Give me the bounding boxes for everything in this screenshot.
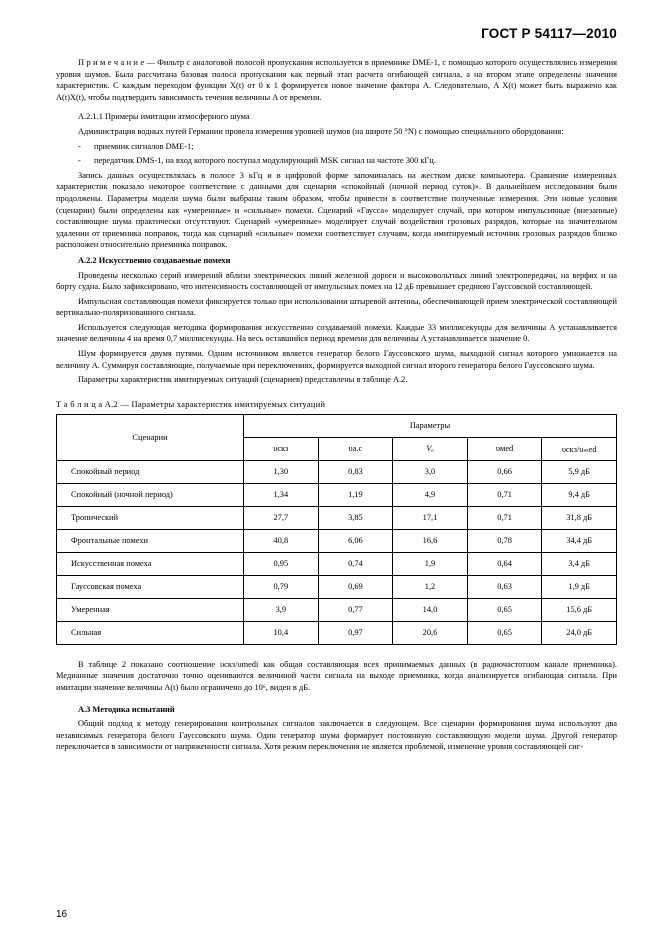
dash-marker: - bbox=[78, 141, 81, 151]
paragraph-after-table: В таблице 2 показано соотношение υcкз/υmedi как общая составляющая всех принимаемых данных (в радиочастотном канале приемника). Медианные значения достаточно точно оцениваются величиной части сигнала на выходе приемника, когда анализируется огибающая сигнала. При имитации значение величины A(t) было ограничено до 10⁶, виден в дБ. bbox=[56, 659, 617, 693]
table-cell-vd: 17,1 bbox=[393, 506, 468, 529]
table-cell-vmed: 0,65 bbox=[467, 621, 542, 644]
note-paragraph: П р и м е ч а н и е — Фильтр с аналоговой полосой пропускания используется в приемнике DME-1, с помощью которого осуществлялись измерения уровня шумов. Была рассчитана базовая полоса пропускания как первый этап расчета огибающей сигнала, а на втором этапе определены значения характеристик. С каждым переходом функции X(t) от 0 к 1 формируется новое значение фактора A. Следовательно, A X(t) может быть выражено как A(t)X(t), чтобы подтвердить зависимость течения величины A от времени. bbox=[56, 58, 617, 102]
table-header-row bbox=[57, 414, 617, 437]
table-cell-vmed: 0,63 bbox=[467, 575, 542, 598]
table-caption bbox=[56, 400, 617, 409]
table-cell-name: Фронтальные помехи bbox=[57, 529, 244, 552]
paragraph-a22-3: Используется следующая методика формирования искусственно создаваемой помехи. Каждые 33 миллисекунды для величины A устанавливается значение величины 4 на время 0,7 миллисекунды. На весь оставшийся период времени для величины A устанавливается значение 0. bbox=[56, 322, 617, 344]
table-cell-vac: 0,74 bbox=[318, 552, 393, 575]
table-col-vac: υа.с bbox=[318, 437, 393, 460]
list-item-label: передатчик DMS-1, на вход которого поступал модулирующий MSK сигнал на частоте 300 кГц. bbox=[94, 156, 436, 166]
table-cell-vmed: 0,78 bbox=[467, 529, 542, 552]
table-row bbox=[57, 506, 617, 529]
table-cell-vrms: 27,7 bbox=[244, 506, 319, 529]
table-cell-ratio: 15,6 дБ bbox=[542, 598, 617, 621]
table-body bbox=[57, 460, 617, 644]
table-cell-vac: 6,06 bbox=[318, 529, 393, 552]
table-cell-vrms: 10,4 bbox=[244, 621, 319, 644]
heading-a-2-1-1: А.2.1.1 Примеры имитации атмосферного шума bbox=[78, 112, 250, 122]
page-title: ГОСТ Р 54117—2010 bbox=[481, 26, 617, 41]
table-row bbox=[57, 575, 617, 598]
table-col-vd: Vₐ bbox=[393, 437, 468, 460]
table-row bbox=[57, 460, 617, 483]
table-col-vrms: υскз bbox=[244, 437, 319, 460]
table-cell-ratio: 24,0 дБ bbox=[542, 621, 617, 644]
paragraph-a3-1: Общий подход к методу генерирования контрольных сигналов заключается в следующем. Все сценарии формирования шума используют два независимых генератора белого Гауссовского шума. Один генератор шума формирует постоянную составляющую модели шума. Другой генератор переключается в зависимости от напряженности сигнала. Хотя режим переключения не является проблемой, изменение уровня составляющей сиг- bbox=[56, 719, 617, 752]
table-cell-vd: 20,6 bbox=[393, 621, 468, 644]
table-cell-vrms: 3,9 bbox=[244, 598, 319, 621]
table-cell-ratio: 34,4 дБ bbox=[542, 529, 617, 552]
table-cell-vac: 1,19 bbox=[318, 483, 393, 506]
table-cell-vrms: 0,95 bbox=[244, 552, 319, 575]
table-cell-vd: 16,6 bbox=[393, 529, 468, 552]
table-cell-vac: 0,69 bbox=[318, 575, 393, 598]
page-number: 16 bbox=[56, 909, 68, 920]
table-cell-vac: 3,85 bbox=[318, 506, 393, 529]
paragraph-a22-4: Шум формируется двумя путями. Одним источником является генератор белого Гауссовского шума, выходной сигнал которого умножается на величину A. Суммируя составляющие, получаемые при переключениях, формируется выходной сигнал второго генератора белого Гауссовского шума. bbox=[56, 349, 617, 370]
table-cell-vrms: 40,8 bbox=[244, 529, 319, 552]
table-cell-vd: 14,0 bbox=[393, 598, 468, 621]
table-cell-vac: 0,97 bbox=[318, 621, 393, 644]
table-cell-vac: 0,83 bbox=[318, 460, 393, 483]
paragraph-a211-1: Администрация водных путей Германии провела измерения уровней шумов (на широте 50 °N) с помощью специального оборудования: bbox=[78, 126, 564, 136]
table-col-ratio: υскз/υₘed bbox=[542, 437, 617, 460]
table-caption-text: — Параметры характеристик имитируемых ситуаций bbox=[120, 399, 326, 409]
table-cell-ratio: 31,8 дБ bbox=[542, 506, 617, 529]
table-cell-vmed: 0,71 bbox=[467, 506, 542, 529]
table-cell-ratio: 9,4 дБ bbox=[542, 483, 617, 506]
heading-a-2-2: А.2.2 Искусственно создаваемые помехи bbox=[78, 255, 231, 265]
table-cell-name: Спокойный (ночной период) bbox=[57, 483, 244, 506]
table-cell-ratio: 5,9 дБ bbox=[542, 460, 617, 483]
table-cell-vd: 1,2 bbox=[393, 575, 468, 598]
table-cell-vd: 1,9 bbox=[393, 552, 468, 575]
list-item bbox=[56, 141, 617, 153]
table-row bbox=[57, 621, 617, 644]
list-item bbox=[56, 155, 617, 167]
list-item-label: приемник сигналов DME-1; bbox=[94, 141, 194, 151]
table-cell-vrms: 1,34 bbox=[244, 483, 319, 506]
table-col-vmed: υмed bbox=[467, 437, 542, 460]
dash-marker: - bbox=[78, 156, 81, 166]
table-cell-vac: 0,77 bbox=[318, 598, 393, 621]
parameters-table bbox=[56, 414, 617, 645]
table-row bbox=[57, 483, 617, 506]
table-cell-ratio: 1,9 дБ bbox=[542, 575, 617, 598]
table-cell-ratio: 3,4 дБ bbox=[542, 552, 617, 575]
table-cell-vmed: 0,71 bbox=[467, 483, 542, 506]
table-row bbox=[57, 529, 617, 552]
paragraph-a22-2: Импульсная составляющая помехи фиксируется только при использовании штыревой антенны, обеспечивающей прием электрической составляющей вертикально-поляризованного сигнала. bbox=[56, 296, 617, 318]
paragraph-a211-2: Запись данных осуществлялась в полосе 3 кГц и в цифровой форме запоминалась на жестком диске компьютера. Сравнение измеренных характеристик показало некоторое соответствие с данными для сценария «спокойный (ночной период суток)». В дальнейшем исследования были продолжены. Параметры модели шума были выбраны таким образом, чтобы привести в соответствие полученные измерения. Эти новые условия (сценарии) были определены как «умеренные» и «сильные» помехи. Сценарий «Гауссa» моделирует случай, при котором импульсивные (внезапные) составляющие шума практически отсутствуют. Сценарий «умеренные» моделирует случай воздействия грозовых разрядов, которые на значительном удалении от приемника поправок, тогда как сценарий «сильные» помехи соответствует случаям, когда имитируемый источник грозовых разрядов близко расположен относительно приемника поправок. bbox=[56, 170, 617, 250]
table-cell-vd: 3,0 bbox=[393, 460, 468, 483]
heading-a-3: А.3 Методика испытаний bbox=[78, 704, 175, 714]
table-cell-vd: 4,9 bbox=[393, 483, 468, 506]
table-col-group-params: Параметры bbox=[244, 414, 617, 437]
table-cell-name: Умеренная bbox=[57, 598, 244, 621]
paragraph-a22-1: Проведены несколько серий измерений вблизи электрических линий железной дороги и высоковольтных линий электропередачи, на верфях и на борту судна. Было зафиксировано, что интенсивность составляющей от импульсных помех на 12 дБ превышает среднюю Гауссовской составляющей. bbox=[56, 270, 617, 292]
paragraph-a22-5: Параметры характеристик имитируемых ситуаций (сценариев) представлены в таблице А.2. bbox=[78, 375, 408, 385]
table-cell-vrms: 0,79 bbox=[244, 575, 319, 598]
table-cell-name: Искусственная помеха bbox=[57, 552, 244, 575]
table-cell-name: Спокойный период bbox=[57, 460, 244, 483]
table-cell-name: Сильная bbox=[57, 621, 244, 644]
table-cell-vrms: 1,30 bbox=[244, 460, 319, 483]
table-caption-number: Т а б л и ц а А.2 bbox=[56, 399, 119, 409]
table-cell-name: Тропический bbox=[57, 506, 244, 529]
table-cell-vmed: 0,65 bbox=[467, 598, 542, 621]
table-col-scenarii: Сценарии bbox=[57, 414, 244, 460]
table-row bbox=[57, 552, 617, 575]
table-cell-vmed: 0,64 bbox=[467, 552, 542, 575]
table-cell-name: Гауссовская помеха bbox=[57, 575, 244, 598]
table-row bbox=[57, 598, 617, 621]
table-cell-vmed: 0,66 bbox=[467, 460, 542, 483]
